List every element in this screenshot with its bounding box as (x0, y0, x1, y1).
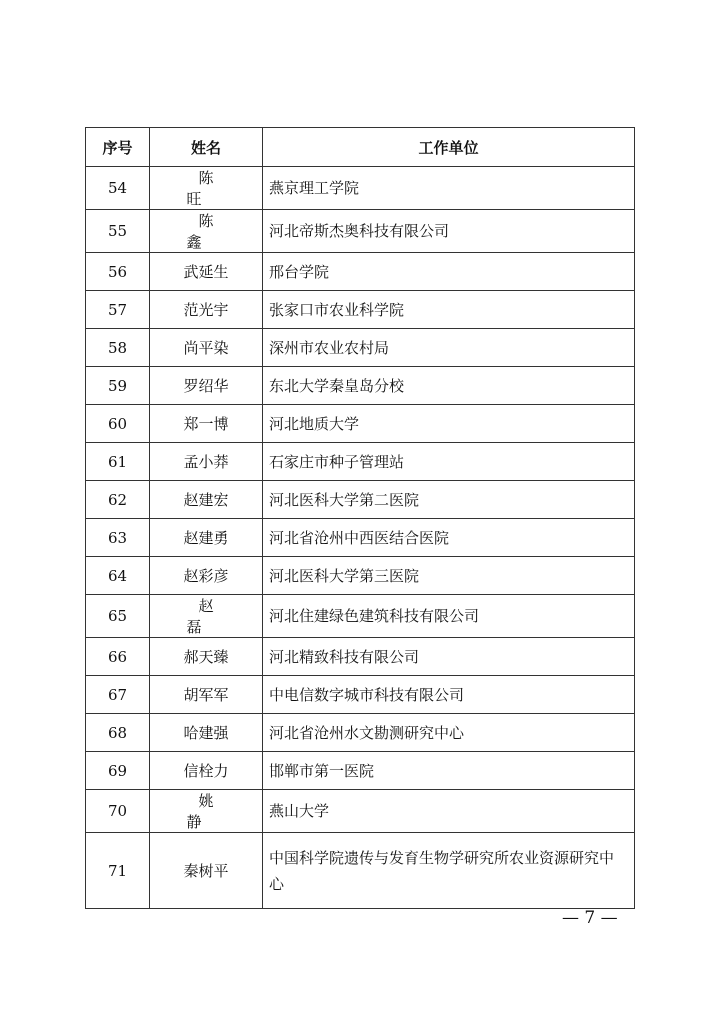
row-name: 信栓力 (150, 752, 263, 790)
header-index: 序号 (86, 128, 150, 167)
row-index: 66 (86, 638, 150, 676)
row-org: 河北精致科技有限公司 (263, 638, 635, 676)
table-row (86, 481, 635, 519)
row-org: 河北住建绿色建筑科技有限公司 (263, 595, 635, 638)
table-row (86, 329, 635, 367)
header-name: 姓名 (150, 128, 263, 167)
row-org: 邢台学院 (263, 253, 635, 291)
row-index: 62 (86, 481, 150, 519)
row-org: 邯郸市第一医院 (263, 752, 635, 790)
row-index: 59 (86, 367, 150, 405)
row-index: 61 (86, 443, 150, 481)
table-header-row (86, 128, 635, 167)
row-index: 65 (86, 595, 150, 638)
row-org: 东北大学秦皇岛分校 (263, 367, 635, 405)
row-name: 赵建勇 (150, 519, 263, 557)
row-name: 赵磊 (150, 595, 263, 638)
table-row (86, 714, 635, 752)
row-name: 哈建强 (150, 714, 263, 752)
row-name: 陈旺 (150, 167, 263, 210)
row-org: 河北省沧州中西医结合医院 (263, 519, 635, 557)
row-index: 63 (86, 519, 150, 557)
row-org: 河北医科大学第二医院 (263, 481, 635, 519)
row-name: 郝天臻 (150, 638, 263, 676)
table-row (86, 833, 635, 909)
row-index: 69 (86, 752, 150, 790)
row-org: 河北医科大学第三医院 (263, 557, 635, 595)
row-index: 58 (86, 329, 150, 367)
row-name: 陈鑫 (150, 210, 263, 253)
row-org: 燕京理工学院 (263, 167, 635, 210)
table-row (86, 443, 635, 481)
table-row (86, 676, 635, 714)
row-org: 河北地质大学 (263, 405, 635, 443)
row-index: 71 (86, 833, 150, 909)
row-name: 范光宇 (150, 291, 263, 329)
table-row (86, 253, 635, 291)
row-index: 56 (86, 253, 150, 291)
row-index: 60 (86, 405, 150, 443)
table-row (86, 210, 635, 253)
row-name: 姚静 (150, 790, 263, 833)
row-name: 罗绍华 (150, 367, 263, 405)
row-org: 深州市农业农村局 (263, 329, 635, 367)
row-name: 郑一博 (150, 405, 263, 443)
table-row (86, 367, 635, 405)
roster-table (85, 127, 635, 909)
row-index: 68 (86, 714, 150, 752)
row-index: 57 (86, 291, 150, 329)
row-org: 石家庄市种子管理站 (263, 443, 635, 481)
row-org: 张家口市农业科学院 (263, 291, 635, 329)
row-name: 孟小莽 (150, 443, 263, 481)
row-name: 赵彩彦 (150, 557, 263, 595)
row-name: 秦树平 (150, 833, 263, 909)
table-row (86, 557, 635, 595)
row-index: 54 (86, 167, 150, 210)
row-index: 55 (86, 210, 150, 253)
table-row (86, 790, 635, 833)
table-row (86, 752, 635, 790)
row-org: 中国科学院遗传与发育生物学研究所农业资源研究中心 (263, 833, 635, 909)
row-org: 河北省沧州水文勘测研究中心 (263, 714, 635, 752)
row-index: 64 (86, 557, 150, 595)
row-index: 70 (86, 790, 150, 833)
row-org: 河北帝斯杰奥科技有限公司 (263, 210, 635, 253)
table-row (86, 167, 635, 210)
table-row (86, 595, 635, 638)
row-org: 中电信数字城市科技有限公司 (263, 676, 635, 714)
table-row (86, 405, 635, 443)
row-name: 尚平染 (150, 329, 263, 367)
row-org: 燕山大学 (263, 790, 635, 833)
row-index: 67 (86, 676, 150, 714)
row-name: 胡军军 (150, 676, 263, 714)
row-name: 武延生 (150, 253, 263, 291)
header-org: 工作单位 (263, 128, 635, 167)
table-row (86, 638, 635, 676)
table-row (86, 291, 635, 329)
page-number: — 7 — (562, 908, 618, 928)
row-name: 赵建宏 (150, 481, 263, 519)
table-row (86, 519, 635, 557)
